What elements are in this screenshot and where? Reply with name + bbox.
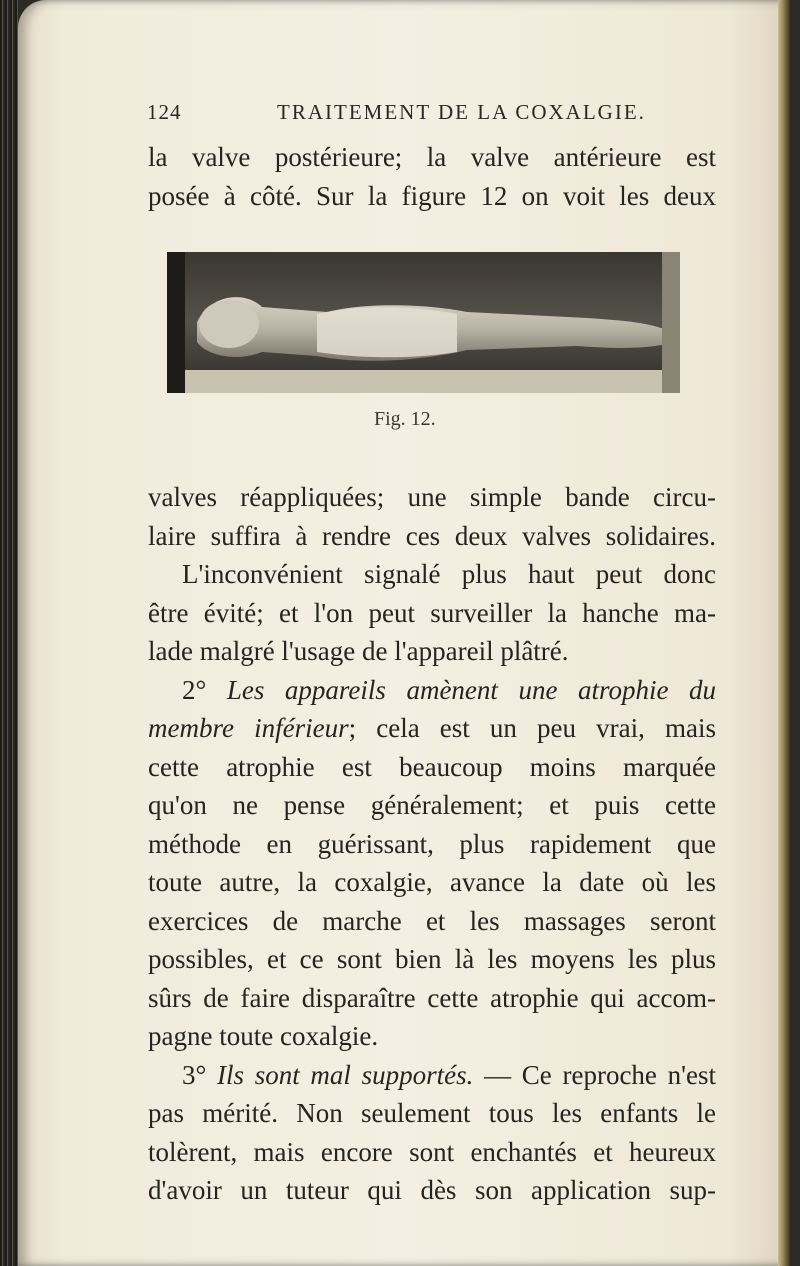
section-3-heading-line [148, 1056, 716, 1095]
text-line: posée à côté. Sur la figure 12 on voit les deux [148, 180, 716, 211]
text-line: pas mérité. Non seulement tous les enfants le [148, 1098, 716, 1128]
text-line: être évité; et l'on peut surveiller la hanche ma- [148, 597, 716, 628]
running-title: TRAITEMENT DE LA COXALGIE. [277, 100, 646, 124]
text-line: tolèrent, mais encore sont enchantés et heureux [148, 1136, 716, 1167]
text-line: possibles, et ce sont bien là les moyens les plus [148, 944, 716, 974]
text-line: exercices de marche et les massages seront [148, 905, 716, 936]
section-3-line-rest: — Ce reproche n'est [473, 1059, 716, 1090]
text-line: lade malgré l'usage de l'appareil plâtré. [148, 636, 569, 666]
text-line: méthode en guérissant, plus rapidement que [148, 828, 716, 859]
text-line: L'inconvénient signalé plus haut peut donc [182, 559, 716, 589]
page-number: 124 [147, 100, 182, 124]
paragraph-valves [148, 478, 716, 1210]
text-line: laire suffira à rendre ces deux valves solidaires. [148, 520, 716, 551]
text-line: d'avoir un tuteur qui dès son application sup- [148, 1175, 716, 1205]
text-line: la valve postérieure; la valve antérieure est [148, 142, 716, 172]
text-line: qu'on ne pense généralement; et puis cette [148, 790, 716, 820]
text-line: cette atrophie est beaucoup moins marquée [148, 751, 716, 782]
section-2-line [148, 709, 716, 748]
text-line: toute autre, la coxalgie, avance la date où les [148, 867, 716, 897]
section-2-number: 2° [182, 674, 207, 705]
section-3-number: 3° [182, 1059, 207, 1090]
section-2-heading-cont: membre inférieur [148, 713, 349, 743]
page-edge-shadow [778, 0, 790, 1266]
text-line: sûrs de faire disparaître cette atrophie qui accom- [148, 982, 716, 1013]
section-2-heading-line [148, 671, 716, 710]
paragraph-intro [148, 138, 716, 215]
text-line: valves réappliquées; une simple bande circu- [148, 482, 716, 512]
section-2-heading: Les appareils amènent une atrophie du [226, 674, 717, 705]
figure-caption: Fig. 12. [374, 408, 436, 430]
section-3-heading: Ils sont mal supportés. [217, 1059, 474, 1090]
figure-plaster-cast-photo [167, 252, 680, 393]
book-binding-edge [0, 0, 18, 1266]
section-2-line-rest: ; cela est un peu vrai, mais [348, 713, 716, 743]
text-line: pagne toute coxalgie. [148, 1021, 379, 1051]
running-header [147, 100, 667, 130]
